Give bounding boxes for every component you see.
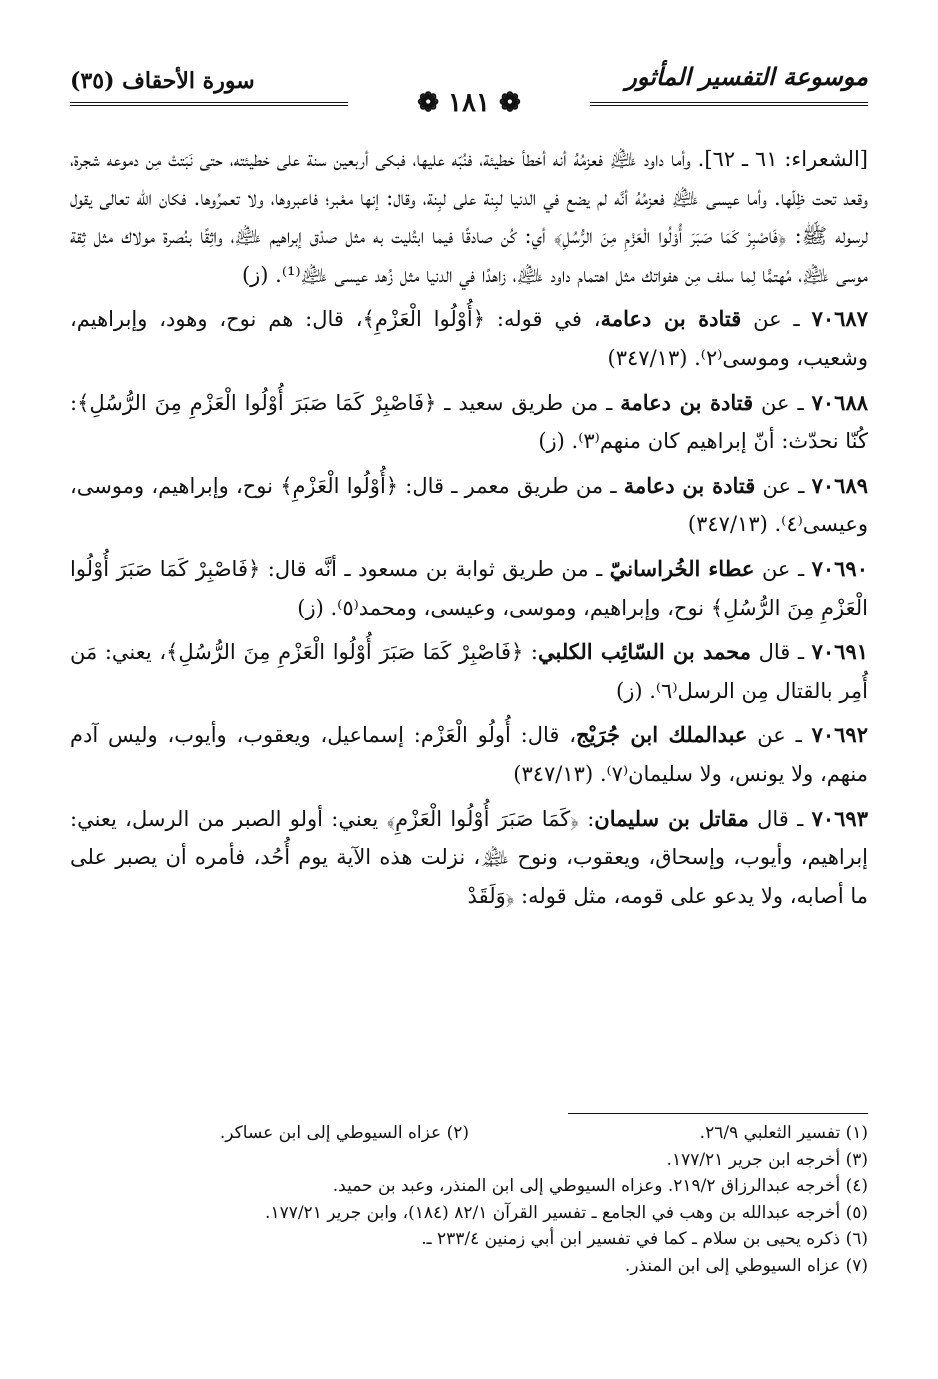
entry-text: ـ من طريق معمر ـ قال: ﴿أُوْلُوا الْعَزْمِ﴾ نوح، وإبراهيم، وموسى، وعيسى⁽٤⁾. (٣٤٧/١٣) [70,473,868,537]
entry-70689 [70,467,868,544]
book-title: موسوعة التفسير المأثور [625,62,868,91]
entry-prefix: ـ عن [754,556,812,581]
entry-text: ـ من طريق سعيد ـ ﴿فَاصْبِرْ كَمَا صَبَرَ أُوْلُوا الْعَزْمِ مِنَ الرُّسُلِ﴾: كُنّا نحدّث: أنّ إبراهيم كان منهم⁽٣⁾. (ز) [70,390,868,454]
footnote-5: (٥) أخرجه عبدالله بن وهب في الجامع ـ تفسير القرآن ٨٢/١ (١٨٤)، وابن جرير ١٧٧/٢١. [265,1202,868,1223]
entry-number: ٧٠٦٩١ [811,639,869,665]
entry-text: ، قال: أُولُو الْعَزْم: إسماعيل، ويعقوب، وأيوب، وليس آدم منهم، ولا يونس، ولا سليمان⁽٧⁾. (٣٤٧/١٣) [70,723,868,786]
entry-prefix: ـ عن [747,723,812,748]
header-rule-right [590,102,868,106]
entry-prefix: ـ قال [748,806,812,831]
entry-text: : ﴿فَاصْبِرْ كَمَا صَبَرَ أُوْلُوا الْعَزْمِ مِنَ الرُّسُلِ﴾، يعني: مَن أُمِر بالقتال مِن الرسل⁽٦⁾. (ز) [70,640,868,703]
footnote-4: (٤) أخرجه عبدالرزاق ٢١٩/٢. وعزاه السيوطي إلى ابن المنذر، وعبد بن حميد. [332,1176,868,1196]
footnotes [70,1120,868,1279]
entry-prefix: ـ عن [755,473,812,498]
narrator-name: قتادة بن دعامة [623,472,756,498]
entry-prefix: ـ قال [750,640,812,665]
entry-70690 [70,550,868,627]
entry-70687 [70,300,868,377]
entry-text: ، في قوله: ﴿أُوْلُوا الْعَزْمِ﴾، قال: هم نوح، وهود، وإبراهيم، وشعيب، وموسى⁽٢⁾. (٣٤٧/١٣) [70,307,868,370]
footnote-7: (٧) عزاه السيوطي إلى ابن المنذر. [624,1255,868,1276]
footnote-6: (٦) ذكره يحيى بن سلام ـ كما في تفسير ابن أبي زمنين ٢٣٣/٤ ـ. [421,1229,868,1249]
surah-title: سورة الأحقاف (٣٥) [70,68,255,94]
narrator-name: قتادة بن دعامة [600,306,742,332]
entry-number: ٧٠٦٨٩ [811,472,869,498]
main-text [70,140,868,915]
entry-number: ٧٠٦٩٠ [811,555,868,581]
narrator-name: عبدالملك ابن جُرَيْج [576,722,748,748]
entry-70688 [70,384,868,461]
header-rule-left [70,102,348,106]
narrator-name: مقاتل بن سليمان [594,805,749,831]
page-header [70,62,868,122]
footnote-1: (١) تفسير الثعلبي ٢٦/٩. [699,1123,868,1143]
page-number: ❁ ١٨١ ❁ [407,88,531,118]
narrator-name: عطاء الخُراسانيّ [609,555,755,581]
narrator-name: قتادة بن دعامة [620,389,754,415]
entry-number: ٧٠٦٨٧ [811,306,868,332]
entry-prefix: ـ عن [753,390,812,415]
footnote-divider [568,1113,868,1114]
intro-paragraph: [الشعراء: ٦١ ـ ٦٢]. وأما داود ﵇ فعزمُهُ أنه أخطأ خطيئة، فنُبّه عليها، فبكى أربعين سنة على خطيئته، حتى نَبَتتْ مِن دموعه شجرة، وقعد تحت ظِلّها. وأما عيسى ﵇ فعزمُهُ أنَّه لم يضع في الدنيا لبِنة على لبِنة، وقال: إنها معْبر؛ فاعبروها، ولا تعمرُوها. فكان الله تعالى يقول لرسوله ﷺ: ﴿فَاصْبِرْ كَمَا صَبَرَ أُوْلُوا الْعَزْمِ مِنَ الرُّسُلِ﴾ أي: كُن صادقًا فيما ابتُليت به مثل صدْق إبراهيم ﵇، واثِقًا بنُصرة مولاك مثل ثِقة موسى ﵇، مُهتمًّا لِما سلف مِن هفواتك مثل اهتمام داود ﵇، زاهدًا في الدنيا مثل زُهد عيسى ﵇⁽¹⁾. (ز) [70,147,868,287]
narrator-name: محمد بن السّائِب الكلبي [538,639,751,665]
entry-70692 [70,716,868,793]
entry-text: ـ من طريق ثوابة بن مسعود ـ أنَّه قال: ﴿فَاصْبِرْ كَمَا صَبَرَ أُوْلُوا الْعَزْمِ مِنَ الرُّسُلِ﴾ نوح، وإبراهيم، وموسى، وعيسى، ومحمد⁽٥⁾. (ز) [70,556,868,620]
entry-number: ٧٠٦٩٢ [811,722,868,748]
entry-number: ٧٠٦٨٨ [811,389,869,415]
footnote-2: (٢) عزاه السيوطي إلى ابن عساكر. [219,1123,469,1143]
entry-number: ٧٠٦٩٣ [811,805,868,831]
entry-70693 [70,800,868,916]
entry-text: : ﴿كَمَا صَبَرَ أُوْلُوا الْعَزْمِ﴾ يعني: أولو الصبر من الرسل، يعني: إبراهيم، وأيوب، وإسحاق، ويعقوب، ونوح ﵈، نزلت هذه الآية يوم أُحُد، فأمره أن يصبر على ما أصابه، ولا يدعو على قومه، مثل قوله: ﴿وَلَقَدْ [70,806,868,908]
entry-70691 [70,633,868,710]
entry-prefix: ـ عن [741,307,812,332]
footnote-3: (٣) أخرجه ابن جرير ١٧٧/٢١. [666,1149,868,1170]
footnote-row [70,1120,868,1147]
